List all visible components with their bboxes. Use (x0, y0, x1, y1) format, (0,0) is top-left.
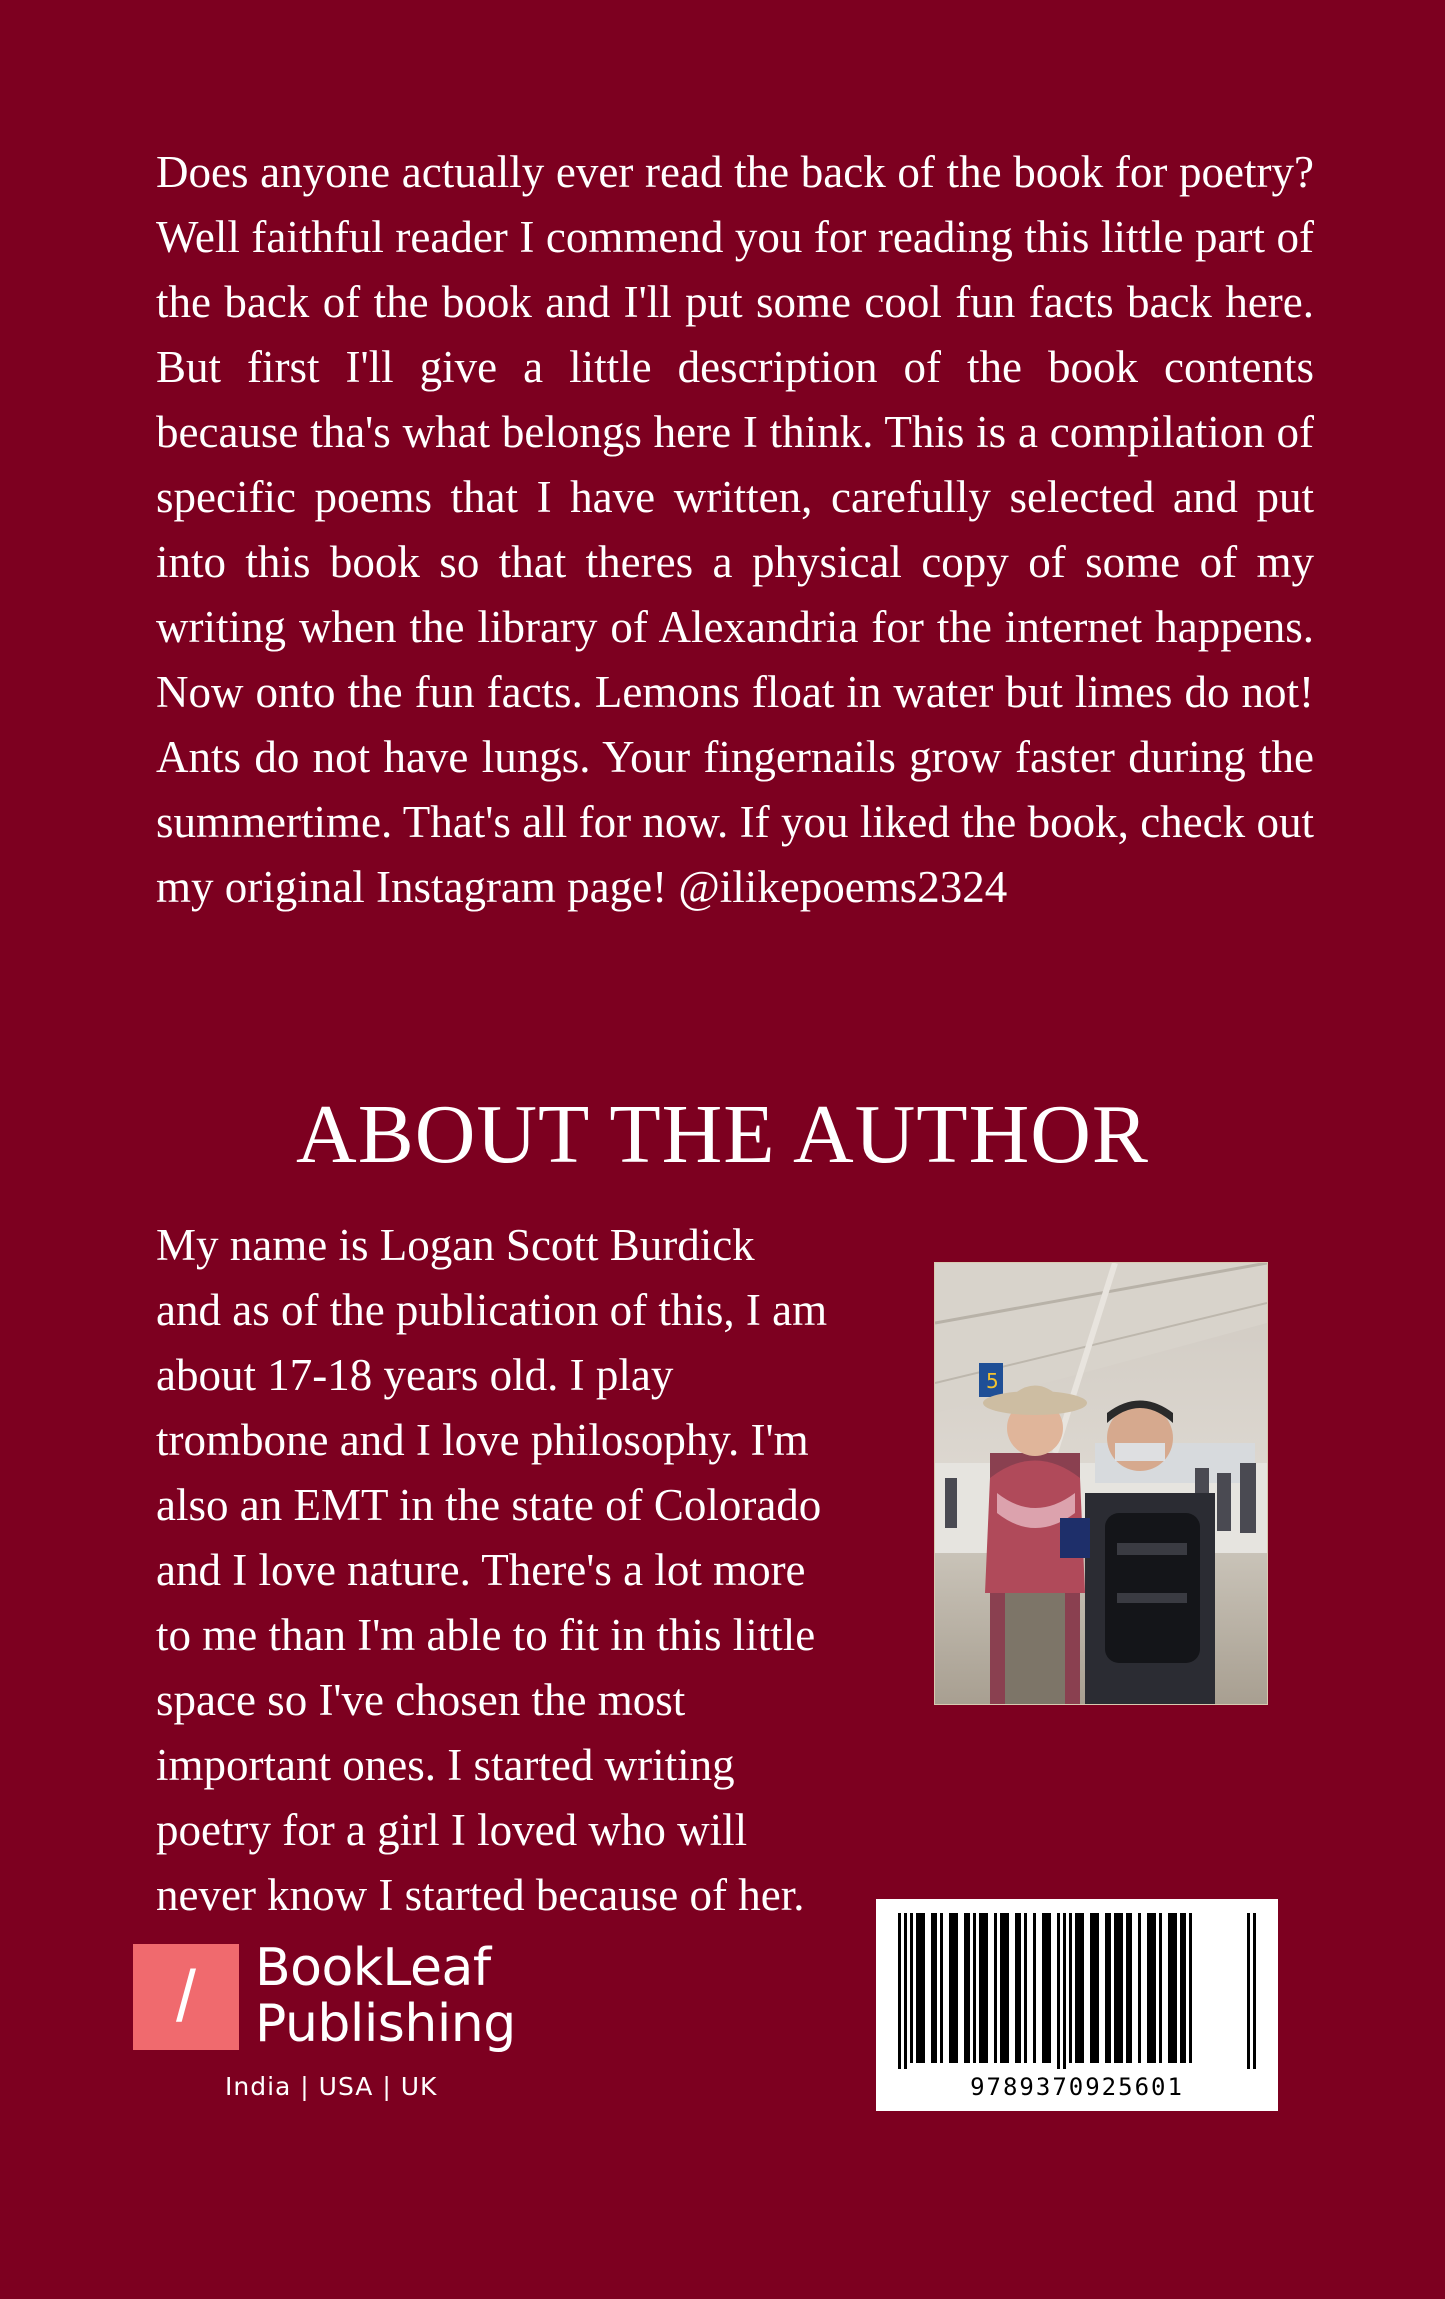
barcode-bar (979, 1913, 988, 2063)
barcode-bar (898, 1913, 901, 2069)
barcode-bar (1138, 1913, 1141, 2063)
barcode-bar (1180, 1913, 1186, 2063)
bio-line: also an EMT in the state of Colorado (156, 1480, 822, 1530)
barcode-bar (964, 1913, 970, 2063)
barcode-bar (1090, 1913, 1099, 2063)
barcode-bar (1105, 1913, 1111, 2063)
barcode-bar (1024, 1913, 1027, 2063)
barcode-bar (949, 1913, 958, 2063)
bio-line: and I love nature. There's a lot more (156, 1545, 806, 1595)
barcode-bar (1075, 1913, 1084, 2063)
barcode-bar (1033, 1913, 1036, 2063)
barcode-bar (1063, 1913, 1066, 2069)
isbn-barcode (876, 1899, 1278, 2111)
author-bio (156, 1213, 916, 1928)
barcode-bar (916, 1913, 925, 2063)
bio-line: to me than I'm able to fit in this little (156, 1610, 816, 1660)
logo-mark: / (175, 1957, 196, 2037)
bio-line: about 17-18 years old. I play (156, 1350, 674, 1400)
barcode-bar (1247, 1913, 1250, 2069)
barcode-bar (1159, 1913, 1162, 2063)
isbn-number: 9789370925601 (970, 2073, 1184, 2101)
barcode-bar (931, 1913, 937, 2063)
barcode-bar (1042, 1913, 1051, 2063)
back-cover-blurb: Does anyone actually ever read the back of the book for poetry? Well faithful reader I commend you for reading this little part of the back of the book and I'll put some cool fun facts back here. But first I'll give a little description of the book contents because tha's what belongs here I think. This is a compilation of specific poems that I have written, carefully selected and put into this book so that theres a physical copy of some of my writing when the library of Alexandria for the internet happens. Now onto the fun facts. Lemons float in water but limes do not! Ants do not have lungs. Your fingernails grow faster during the summertime. That's all for now. If you liked the book, check out my original Instagram page! @ilikepoems2324 (156, 147, 1314, 912)
publisher-logo (133, 1938, 553, 2064)
about-the-author-heading: ABOUT THE AUTHOR (296, 1088, 1149, 1181)
barcode-bar (1057, 1913, 1060, 2069)
barcode-bar (973, 1913, 976, 2063)
barcode-bar (1126, 1913, 1132, 2063)
svg-text:5: 5 (986, 1369, 999, 1393)
barcode-bar (994, 1913, 997, 2063)
bio-line: and as of the publication of this, I am (156, 1285, 828, 1335)
publisher-name-line1: BookLeaf (255, 1938, 491, 1998)
barcode-bar (904, 1913, 907, 2069)
barcode-bar (1147, 1913, 1156, 2063)
barcode-bar (1015, 1913, 1021, 2063)
bio-line: trombone and I love philosophy. I'm (156, 1415, 809, 1465)
barcode-bar (940, 1913, 943, 2063)
barcode-bar (1253, 1913, 1256, 2069)
barcode-bar (1069, 1913, 1072, 2063)
bio-line: My name is Logan Scott Burdick (156, 1220, 755, 1270)
barcode-icon (898, 1913, 1256, 2069)
bio-line: never know I started because of her. (156, 1870, 805, 1920)
author-photo (934, 1262, 1268, 1705)
bio-line: poetry for a girl I loved who will (156, 1805, 748, 1855)
barcode-bar (1000, 1913, 1009, 2063)
barcode-bar (1114, 1913, 1123, 2063)
bio-line: important ones. I started writing (156, 1740, 735, 1790)
publisher-regions: India | USA | UK (225, 2072, 438, 2101)
barcode-bar (1189, 1913, 1192, 2063)
bio-line: space so I've chosen the most (156, 1675, 686, 1725)
barcode-bar (1168, 1913, 1177, 2063)
barcode-bar (910, 1913, 913, 2063)
publisher-name-line2: Publishing (255, 1994, 516, 2054)
